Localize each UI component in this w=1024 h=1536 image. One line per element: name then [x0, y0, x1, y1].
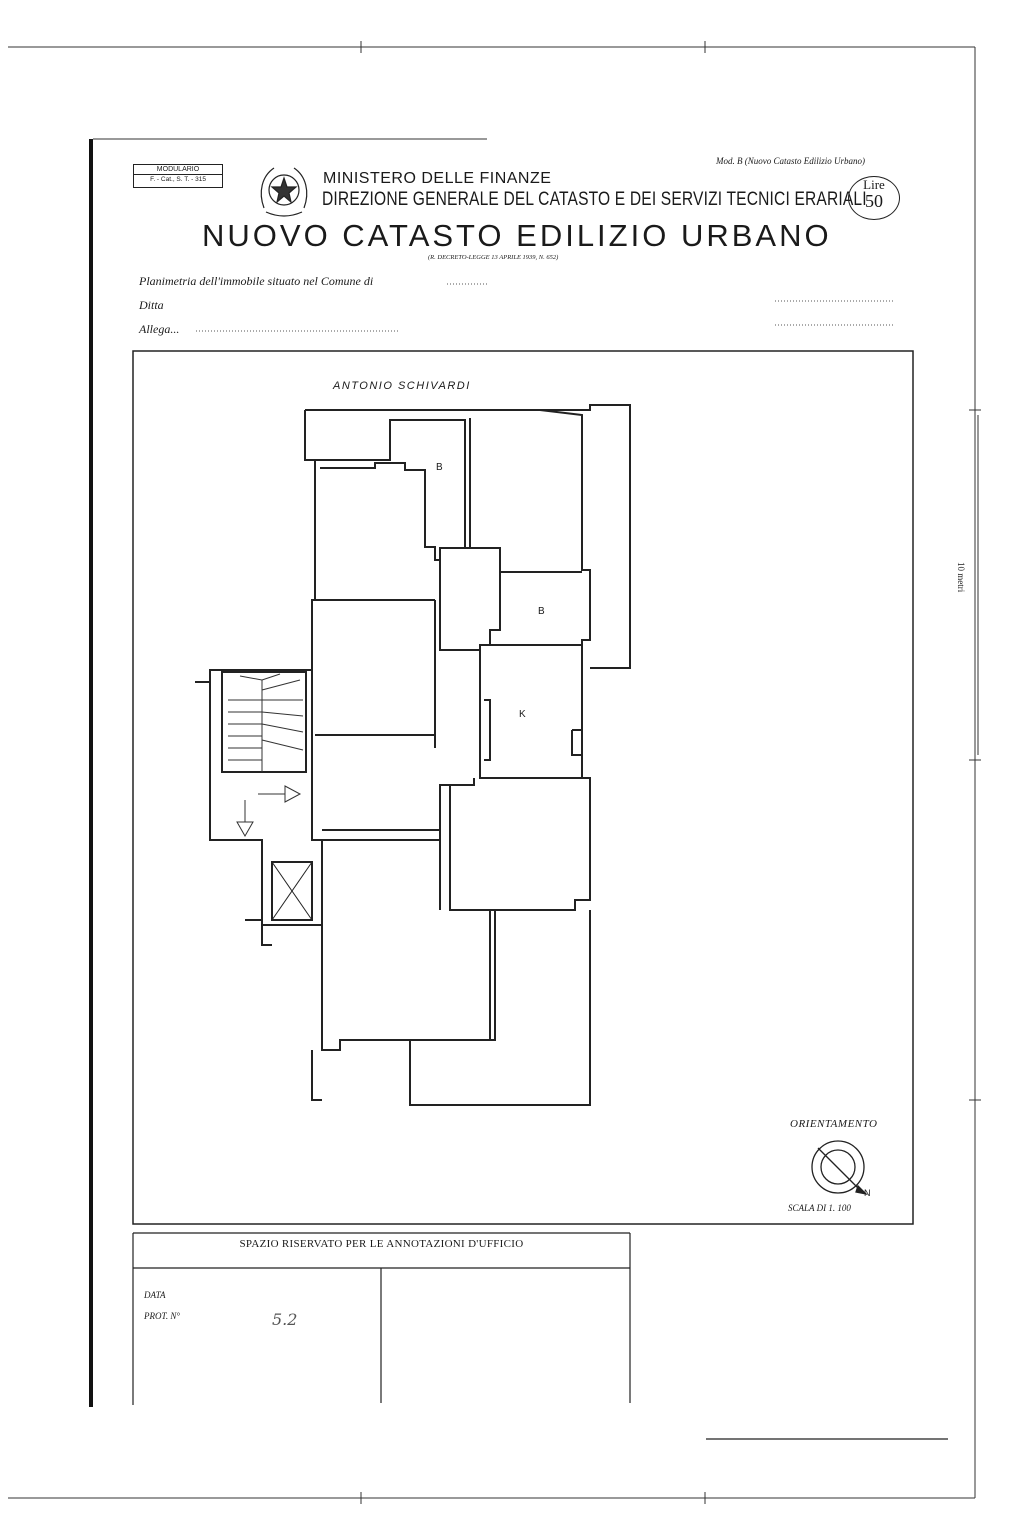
document-title: NUOVO CATASTO EDILIZIO URBANO [202, 218, 832, 253]
modulario-code: F. - Cat., S. T. - 315 [134, 174, 222, 184]
stamp-value-badge [848, 176, 900, 220]
office-data-label: DATA [144, 1290, 166, 1300]
scale-label: SCALA DI 1. 100 [788, 1203, 851, 1213]
office-prot-label: PROT. N° [144, 1311, 180, 1321]
floor-plan [195, 405, 630, 1105]
compass-icon [812, 1141, 866, 1194]
office-prot-value: 5.2 [272, 1310, 298, 1329]
field-planimetria: Planimetria dell'immobile situato nel Comune di [139, 274, 374, 288]
room-label-bath-1: B [436, 462, 443, 473]
north-letter: N [864, 1188, 871, 1198]
field-ditta: Ditta [139, 298, 164, 312]
modulario-label: MODULARIO [156, 166, 200, 173]
stamp-value: 50 [865, 191, 883, 211]
side-scale-note: 10 metri [956, 562, 966, 593]
stamp-label: Lire [863, 177, 885, 192]
ministry-name: MINISTERO DELLE FINANZE [323, 170, 552, 187]
emblem-icon [256, 162, 312, 222]
field-allegata: Allega... [139, 322, 180, 336]
directorate-name: DIREZIONE GENERALE DEL CATASTO E DEI SERVIZI TECNICI ERARIALI [322, 189, 867, 210]
room-label-kitchen: K [519, 709, 526, 720]
orientation-label: ORIENTAMENTO [790, 1118, 878, 1130]
office-box-title: SPAZIO RISERVATO PER LE ANNOTAZIONI D'UFFICIO [239, 1238, 524, 1250]
modulario-box [133, 164, 223, 188]
owner-name: ANTONIO SCHIVARDI [333, 380, 471, 392]
room-label-bath-2: B [538, 606, 545, 617]
form-model: Mod. B (Nuovo Catasto Edilizio Urbano) [716, 156, 865, 166]
decree-reference: (R. DECRETO-LEGGE 13 APRILE 1939, N. 652) [428, 254, 559, 261]
